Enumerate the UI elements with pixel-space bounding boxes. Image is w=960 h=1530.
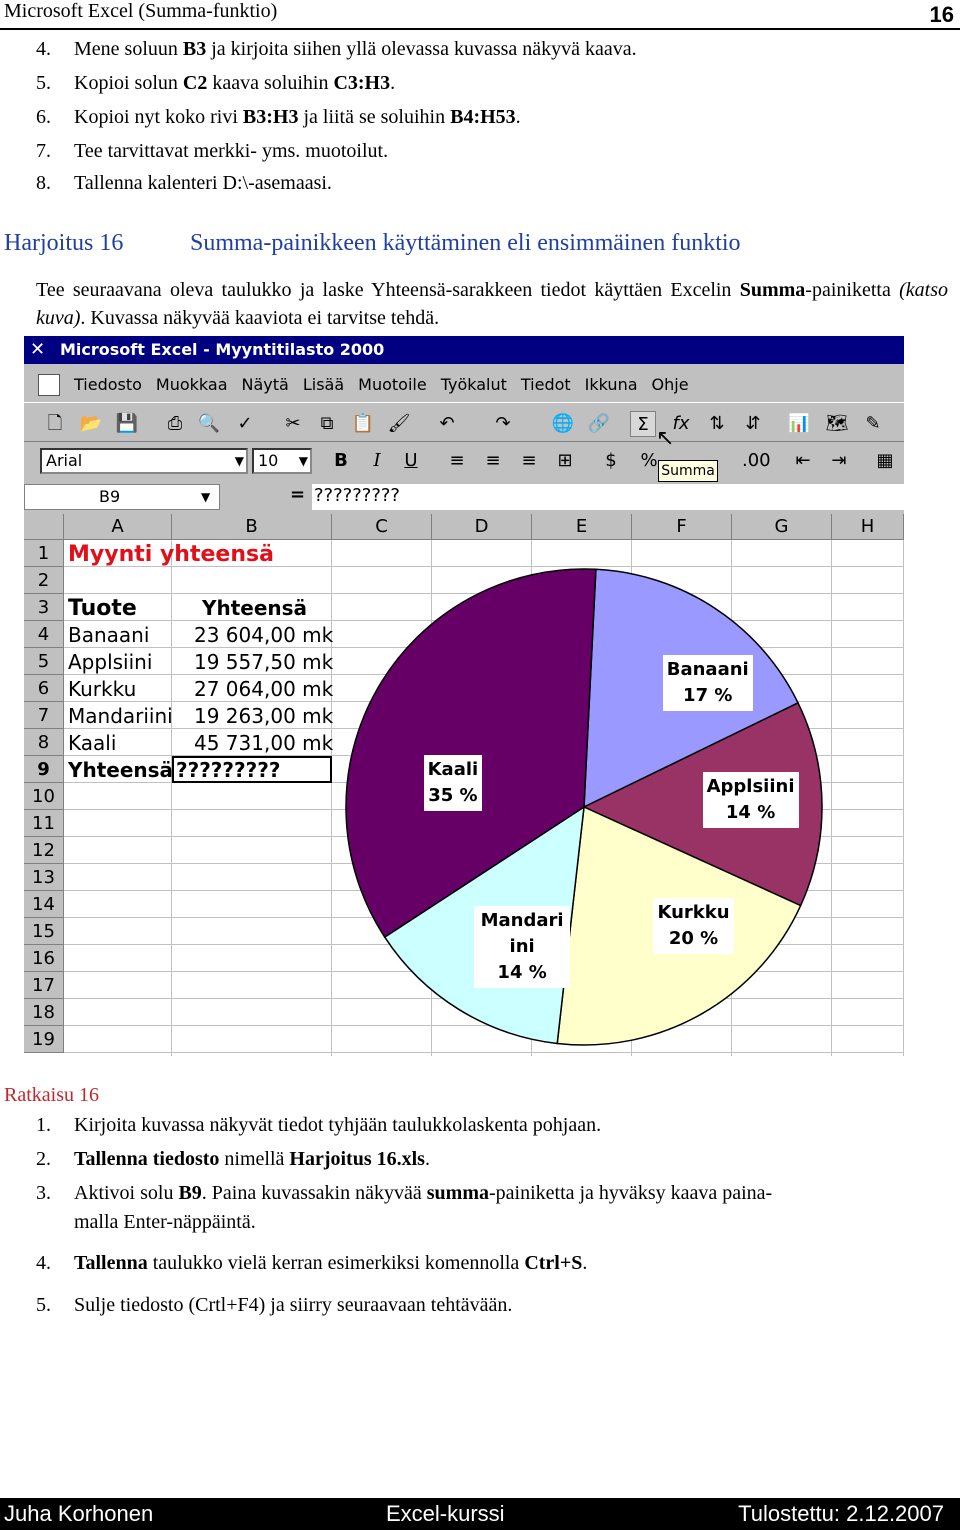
step-number: 2. [36, 1148, 51, 1170]
step-text: Mene soluun [74, 38, 183, 60]
font-name-value: Arial [46, 451, 83, 470]
currency-icon[interactable]: $ [605, 450, 617, 471]
column-header[interactable]: E [532, 514, 632, 540]
paste-icon[interactable]: 📋 [351, 413, 375, 434]
gridline [903, 540, 904, 1056]
row-header[interactable]: 4 [24, 621, 64, 648]
borders-icon[interactable]: ▦ [876, 450, 894, 471]
step-text: summa [426, 1182, 489, 1204]
step-text: -painiketta ja hyväksy kaava paina- [488, 1182, 773, 1204]
step-number: 4. [36, 1252, 51, 1274]
step-number: 6. [36, 106, 51, 128]
menu-item[interactable]: Työkalut [440, 375, 507, 394]
redo-icon[interactable]: ↷ [495, 413, 511, 434]
menu-item[interactable]: Ikkuna [584, 375, 638, 394]
step-text: malla Enter-näppäintä. [74, 1211, 256, 1233]
menu-item[interactable]: Lisää [302, 375, 345, 394]
cell-product[interactable]: Banaani [68, 623, 150, 647]
step-text: Tallenna [74, 1252, 148, 1274]
column-header[interactable]: B [172, 514, 332, 540]
page-footer [0, 1498, 960, 1530]
pie-label [424, 755, 483, 811]
step-text: taulukko vielä kerran esimerkiksi komennolla [147, 1252, 525, 1274]
intro-italic: (katso kuva) [36, 279, 948, 329]
cell-total[interactable]: 45 731,00 mk [194, 731, 334, 755]
row-header[interactable]: 1 [24, 540, 64, 567]
row-header[interactable]: 6 [24, 675, 64, 702]
exercise-title: Summa-painikkeen käyttäminen eli ensimmäinen funktio [190, 230, 741, 256]
exercise-label: Harjoitus 16 [4, 230, 124, 256]
pie-chart [344, 562, 824, 1056]
row-header[interactable]: 11 [24, 810, 64, 837]
gridline [331, 540, 332, 1056]
step-text: B9 [178, 1182, 202, 1204]
exercise-heading [4, 230, 741, 257]
step-text: C2 [182, 72, 208, 94]
row-header[interactable]: 15 [24, 918, 64, 945]
footer-course: Excel-kurssi [386, 1501, 505, 1526]
column-header[interactable]: F [632, 514, 732, 540]
cell-total[interactable]: 23 604,00 mk [194, 623, 334, 647]
step-text: . [515, 106, 521, 128]
name-box[interactable] [24, 484, 220, 510]
row-header[interactable]: 13 [24, 864, 64, 891]
column-header[interactable]: D [432, 514, 532, 540]
font-size-value: 10 [258, 451, 279, 470]
web-icon[interactable]: 🌐 [551, 413, 575, 434]
solution-step [36, 1252, 587, 1275]
column-header[interactable]: G [732, 514, 832, 540]
pie-label [474, 906, 570, 988]
row-header[interactable]: 3 [24, 594, 64, 621]
row-header[interactable]: 7 [24, 702, 64, 729]
menu-item[interactable]: Tiedosto [74, 375, 142, 394]
column-header[interactable]: A [64, 514, 172, 540]
gridline [831, 540, 832, 1056]
intro-bold: Summa [739, 279, 806, 301]
step-number: 5. [36, 1294, 51, 1316]
footer-author: Juha Korhonen [4, 1501, 154, 1526]
step-text: nimellä [219, 1148, 290, 1170]
cell-header-product[interactable]: Tuote [68, 596, 137, 621]
top-step [36, 72, 395, 95]
solution-step [36, 1182, 772, 1205]
format-painter-icon[interactable]: 🖌 [387, 413, 411, 434]
step-text: . Paina kuvassakin näkyvää [201, 1182, 427, 1204]
decrease-indent-icon[interactable]: ⇤ [795, 450, 811, 471]
formula-input[interactable]: ????????? [312, 484, 904, 510]
name-box-value: B9 [99, 487, 121, 506]
menu-item[interactable]: Tiedot [520, 375, 571, 394]
step-text: C3:H3 [333, 72, 391, 94]
cell-total[interactable]: 27 064,00 mk [194, 677, 334, 701]
step-text: Aktivoi solu [74, 1182, 179, 1204]
solution-step [36, 1148, 430, 1171]
cut-icon[interactable]: ✂ [285, 413, 301, 434]
step-text: Kopioi nyt koko rivi [74, 106, 243, 128]
align-center-icon[interactable]: ≡ [485, 450, 501, 471]
cell-product[interactable]: Applsiini [68, 650, 153, 674]
step-number: 7. [36, 140, 51, 162]
function-icon[interactable]: fx [672, 413, 690, 434]
hyperlink-icon[interactable]: 🔗 [587, 413, 611, 434]
pie-label-percent: 14 % [497, 962, 547, 984]
step-text: B4:H53 [450, 106, 516, 128]
print-icon[interactable]: ⎙ [167, 413, 183, 434]
excel-window-title: Microsoft Excel - Myyntitilasto 2000 [60, 340, 385, 359]
step-text: B3:H3 [242, 106, 299, 128]
step-text: . [582, 1252, 588, 1274]
step-number: 3. [36, 1182, 51, 1204]
intro-text-2: -painiketta [805, 279, 900, 301]
step-text: Ctrl+S [524, 1252, 583, 1274]
row-header[interactable]: 10 [24, 783, 64, 810]
gridline [171, 540, 172, 1056]
merge-center-icon[interactable]: ⊞ [557, 450, 573, 471]
pie-label-name: Kurkku [657, 902, 730, 923]
header-title: Microsoft Excel (Summa-funktio) [4, 0, 278, 22]
cell-header-total[interactable]: Yhteensä [202, 596, 308, 620]
row-header[interactable]: 2 [24, 567, 64, 594]
intro-text-3: . Kuvassa näkyvää kaaviota ei tarvitse tehdä. [80, 307, 440, 329]
increase-indent-icon[interactable]: ⇥ [831, 450, 847, 471]
align-left-icon[interactable]: ≡ [449, 450, 465, 471]
row-header[interactable]: 5 [24, 648, 64, 675]
select-all-corner[interactable] [24, 514, 64, 540]
menu-item[interactable]: Ohje [651, 375, 689, 394]
italic-icon[interactable]: I [373, 450, 381, 471]
row-header[interactable]: 17 [24, 972, 64, 999]
row-header[interactable]: 9 [24, 756, 64, 783]
excel-title-bar [24, 336, 904, 364]
drawing-icon[interactable]: ✎ [865, 413, 881, 434]
menu-bar [24, 370, 904, 400]
row-header[interactable]: 14 [24, 891, 64, 918]
solution-step [36, 1114, 601, 1137]
top-step [36, 172, 332, 195]
cell-title[interactable]: Myynti yhteensä [68, 542, 274, 567]
save-icon[interactable]: 💾 [115, 413, 139, 434]
top-step [36, 106, 521, 129]
step-text: Sulje tiedosto (Crtl+F4) ja siirry seuraavaan tehtävään. [74, 1294, 513, 1316]
chevron-down-icon: ▼ [201, 490, 211, 504]
step-text: Tallenna kalenteri D:\-asemaasi. [74, 172, 332, 194]
pie-label-percent: 20 % [668, 928, 719, 949]
autosum-icon[interactable]: Σ [630, 411, 656, 437]
solution-heading: Ratkaisu 16 [4, 1084, 99, 1106]
step-number: 1. [36, 1114, 51, 1136]
cell-product[interactable]: Mandariini [68, 704, 173, 728]
cell-product[interactable]: Kaali [68, 731, 117, 755]
workbook-icon [38, 374, 60, 396]
cell-total[interactable]: 19 263,00 mk [194, 704, 334, 728]
top-step [36, 38, 637, 61]
solution-step [36, 1211, 256, 1234]
pie-label-name: Banaani [666, 659, 749, 681]
chart-wizard-icon[interactable]: 📊 [787, 413, 811, 434]
formula-bar [24, 482, 904, 514]
underline-icon[interactable]: U [404, 450, 418, 471]
row-header[interactable]: 8 [24, 729, 64, 756]
excel-window [24, 336, 904, 1056]
pie-label-percent: 17 % [683, 685, 733, 707]
excel-logo-icon: ✕ [30, 339, 46, 360]
summa-tooltip: Summa [658, 460, 718, 482]
font-size-select[interactable] [252, 448, 312, 474]
step-text: ja kirjoita siihen yllä olevassa kuvassa näkyvä kaava. [206, 38, 637, 60]
menu-items [60, 370, 689, 400]
sort-descending-icon[interactable]: ⇵ [745, 413, 761, 434]
step-number: 5. [36, 72, 51, 94]
solution-step [36, 1294, 512, 1317]
step-text: Harjoitus 16.xls [289, 1148, 425, 1170]
percent-icon[interactable]: % [640, 450, 658, 471]
pie-label-name: Kaali [427, 759, 479, 781]
row-header[interactable]: 16 [24, 945, 64, 972]
formula-equals: = [290, 484, 306, 505]
pie-label [703, 772, 799, 828]
map-icon[interactable]: 🗺 [825, 413, 849, 434]
standard-toolbar [24, 402, 904, 442]
undo-icon[interactable]: ↶ [439, 413, 455, 434]
cell-total-label[interactable]: Yhteensä [68, 758, 174, 782]
step-text: . [424, 1148, 430, 1170]
page-header [0, 0, 960, 30]
exercise-intro [36, 276, 948, 332]
step-text: Kirjoita kuvassa näkyvät tiedot tyhjään taulukkolaskenta pohjaan. [74, 1114, 602, 1136]
step-text: . [390, 72, 396, 94]
step-text: Kopioi solun [74, 72, 183, 94]
menu-item[interactable]: Näytä [241, 375, 289, 394]
step-text: Tallenna tiedosto [74, 1148, 220, 1170]
sort-ascending-icon[interactable]: ⇅ [709, 413, 725, 434]
row-header[interactable]: 18 [24, 999, 64, 1026]
chevron-down-icon: ▼ [234, 454, 244, 468]
copy-icon[interactable]: ⧉ [320, 413, 334, 434]
decrease-decimal-icon[interactable]: .00 [742, 450, 771, 471]
row-header[interactable]: 12 [24, 837, 64, 864]
pie-label [653, 898, 733, 954]
mouse-pointer-icon: ↖ [656, 426, 675, 451]
step-text: B3 [182, 38, 207, 60]
cell-b9-selected[interactable]: ????????? [172, 756, 332, 783]
step-text: kaava soluihin [207, 72, 334, 94]
row-header[interactable]: 19 [24, 1026, 64, 1053]
bold-icon[interactable]: B [334, 450, 348, 471]
step-number: 4. [36, 38, 51, 60]
footer-printed: Tulostettu: 2.12.2007 [738, 1501, 944, 1526]
cell-total[interactable]: 19 557,50 mk [194, 650, 334, 674]
intro-text-1: Tee seuraavana oleva taulukko ja laske Yhteensä-sarakkeen tiedot käyttäen Excelin [36, 279, 740, 301]
step-text: ja liitä se soluihin [298, 106, 451, 128]
chevron-down-icon: ▼ [298, 454, 308, 468]
top-step [36, 140, 388, 163]
column-header[interactable]: H [832, 514, 904, 540]
pie-label-name: Mandariini [480, 910, 564, 958]
spelling-icon[interactable]: ✓ [237, 413, 253, 434]
pie-label-percent: 14 % [725, 801, 776, 823]
preview-icon[interactable]: 🔍 [197, 413, 221, 434]
font-name-select[interactable] [40, 448, 248, 474]
cell-product[interactable]: Kurkku [68, 677, 137, 701]
formatting-toolbar [24, 444, 904, 480]
menu-item[interactable]: Muokkaa [155, 375, 228, 394]
align-right-icon[interactable]: ≡ [521, 450, 537, 471]
open-icon[interactable]: 📂 [79, 413, 103, 434]
column-header[interactable]: C [332, 514, 432, 540]
step-number: 8. [36, 172, 51, 194]
pie-label-name: Applsiini [706, 775, 795, 797]
step-text: Tee tarvittavat merkki- yms. muotoilut. [74, 140, 389, 162]
pie-label-percent: 35 % [428, 785, 478, 807]
menu-item[interactable]: Muotoile [358, 375, 427, 394]
new-icon[interactable]: 🗋 [47, 413, 63, 434]
page-number: 16 [929, 2, 954, 27]
pie-label [663, 655, 753, 711]
